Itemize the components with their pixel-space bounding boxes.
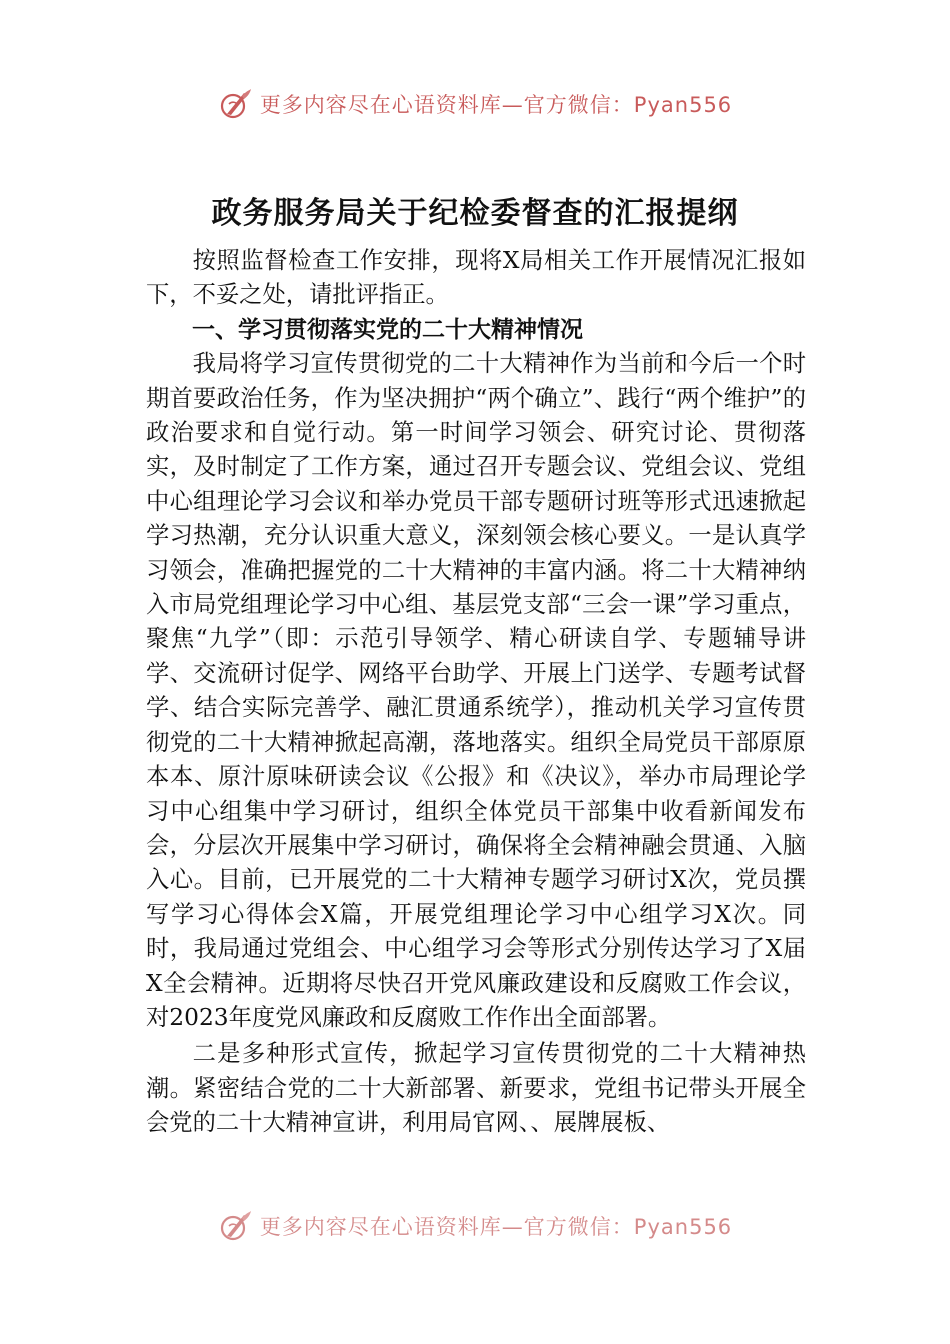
document-body — [146, 244, 806, 1141]
watermark-text: 更多内容尽在心语资料库—官方微信：Pyan556 — [259, 1215, 733, 1239]
intro-paragraph: 按照监督检查工作安排，现将X局相关工作开展情况汇报如下，不妥之处，请批评指正。 — [146, 247, 806, 309]
watermark-header — [0, 84, 950, 124]
quill-pen-logo-icon — [218, 1209, 252, 1243]
quill-pen-logo-icon — [218, 87, 252, 121]
watermark-text: 更多内容尽在心语资料库—官方微信：Pyan556 — [259, 93, 733, 117]
page-title: 政务服务局关于纪检委督查的汇报提纲 — [211, 196, 739, 231]
watermark-footer — [0, 1208, 950, 1244]
body-paragraph: 二是多种形式宣传，掀起学习宣传贯彻党的二十大精神热潮。紧密结合党的二十大新部署、新要求，党组书记带头开展全会党的二十大精神宣讲，利用局官网、、展牌展板、 — [146, 1040, 806, 1137]
section-heading: 一、学习贯彻落实党的二十大精神情况 — [192, 316, 583, 343]
body-paragraph: 我局将学习宣传贯彻党的二十大精神作为当前和今后一个时期首要政治任务，作为坚决拥护“两个确立”、践行“两个维护”的政治要求和自觉行动。第一时间学习领会、研究讨论、贯彻落实，及时制定了工作方案，通过召开专题会议、党组会议、党组中心组理论学习会议和举办党员干部专题研讨班等形式迅速掀起学习热潮，充分认识重大意义，深刻领会核心要义。一是认真学习领会，准确把握党的二十大精神的丰富内涵。将二十大精神纳入市局党组理论学习中心组、基层党支部“三会一课”学习重点，聚焦“九学”（即：示范引导领学、精心研读自学、专题辅导讲学、交流研讨促学、网络平台助学、开展上门送学、专题考试督学、结合实际完善学、融汇贯通系统学），推动机关学习宣传贯彻党的二十大精神掀起高潮，落地落实。组织全局党员干部原原本本、原汁原味研读会议《公报》和《决议》，举办市局理论学习中心组集中学习研讨，组织全体党员干部集中收看新闻发布会，分层次开展集中学习研讨，确保将全会精神融会贯通、入脑入心。目前，已开展党的二十大精神专题学习研讨X次，党员撰写学习心得体会X篇，开展党组理论学习中心组学习X次。同时，我局通过党组会、中心组学习会等形式分别传达学习了X届X全会精神。近期将尽快召开党风廉政建设和反腐败工作会议，对2023年度党风廉政和反腐败工作作出全面部署。 — [146, 350, 806, 1031]
